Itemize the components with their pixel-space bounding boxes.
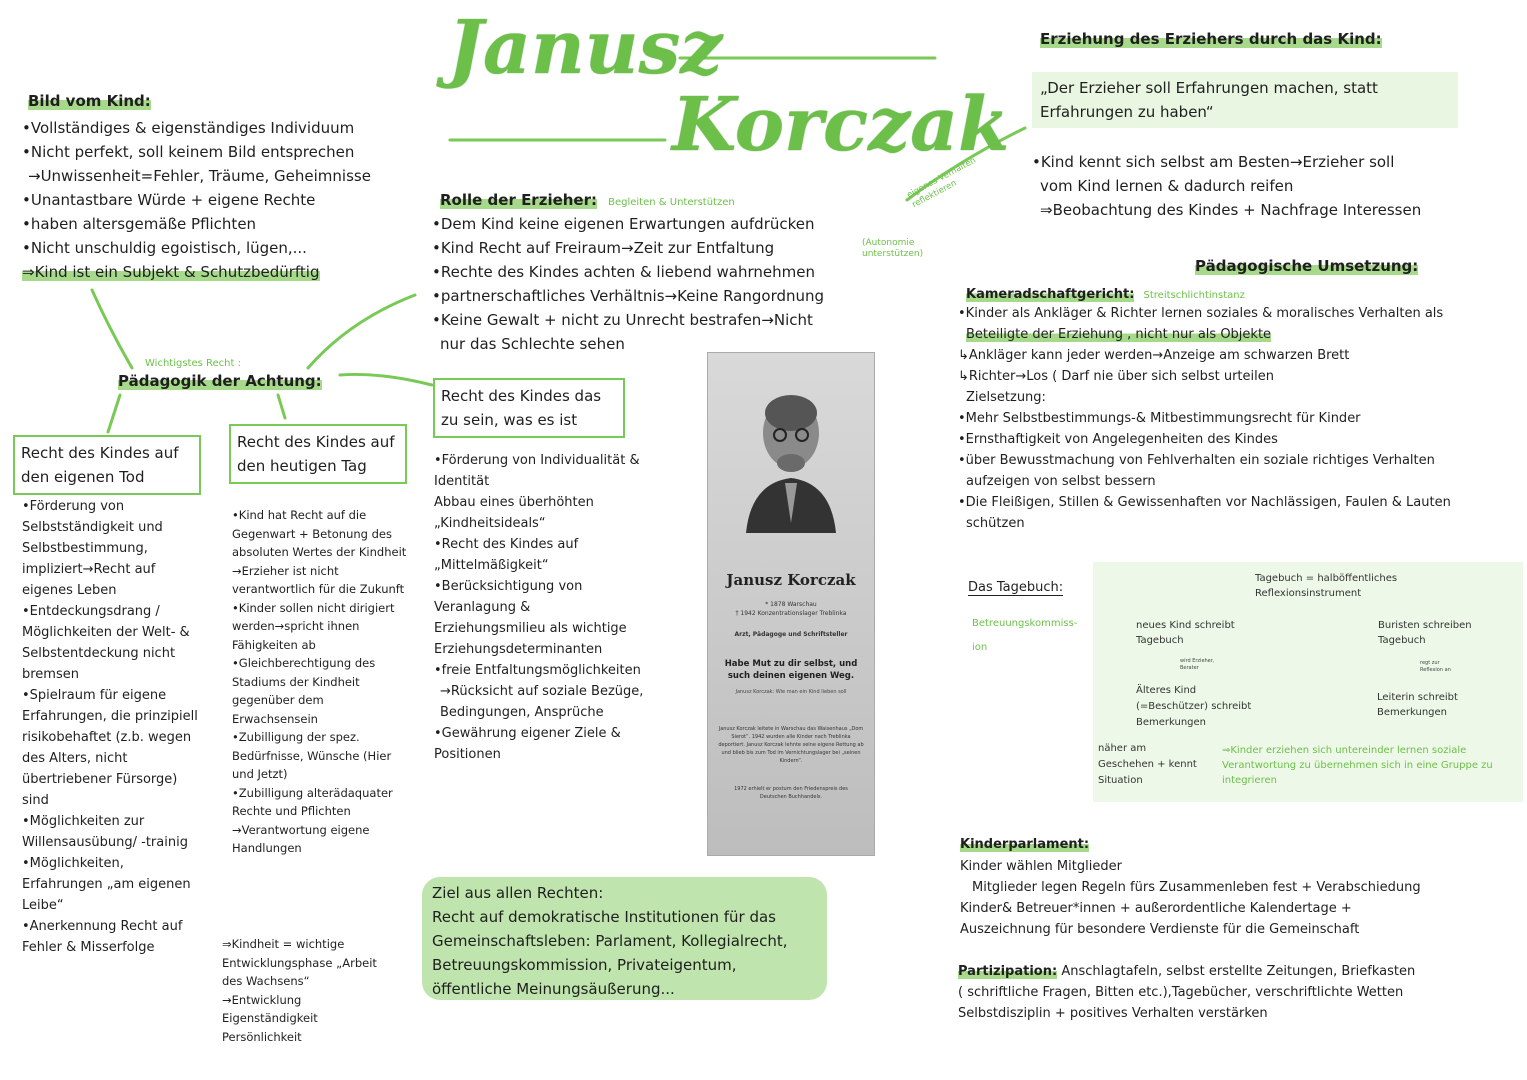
partizipation-block bbox=[958, 961, 1523, 1024]
tod-box: Recht des Kindes auf den eigenen Tod bbox=[13, 435, 201, 495]
sein-box: Recht des Kindes das zu sein, was es ist bbox=[433, 378, 625, 438]
umsetzung-item: •Ernsthaftigkeit von Angelegenheiten des Kindes bbox=[958, 432, 1278, 447]
achtung-heading: Pädagogik der Achtung: bbox=[118, 372, 322, 390]
bild-conclusion: ⇒Kind ist ein Subjekt & Schutzbedürftig bbox=[22, 263, 320, 281]
kamerad-row bbox=[966, 283, 1245, 303]
tag-item: •Kinder sollen nicht dirigiert werden→spricht ihnen Fähigkeiten ab bbox=[232, 600, 395, 652]
umsetzung-heading: Pädagogische Umsetzung: bbox=[1195, 257, 1419, 275]
umsetzung-item: aufzeigen von selbst bessern bbox=[966, 474, 1156, 489]
erziehung-item: ⇒Beobachtung des Kindes + Nachfrage Interessen bbox=[1040, 201, 1422, 219]
sein-item: •Recht des Kindes auf „Mittelmäßigkeit“ bbox=[434, 537, 579, 573]
sein-item: →Rücksicht auf soziale Bezüge, Bedingungen, Ansprüche bbox=[440, 684, 644, 720]
tagebuch-aelteres: Älteres Kind (=Beschützer) schreibt Bemerkungen bbox=[1136, 685, 1252, 728]
erziehung-item: vom Kind lernen & dadurch reifen bbox=[1040, 177, 1294, 195]
tod-item: •Anerkennung Recht auf Fehler & Misserfolge bbox=[22, 919, 183, 955]
tag-bottom: ⇒Kindheit = wichtige Entwicklungsphase „Arbeit des Wachsens“ →Entwicklung Eigenständigkeit Persönlichkeit bbox=[222, 937, 377, 1044]
rolle-item: nur das Schlechte sehen bbox=[440, 335, 625, 353]
partizipation-row bbox=[958, 961, 1523, 982]
bild-item: •Nicht unschuldig egoistisch, lügen,... bbox=[22, 239, 307, 257]
sein-item: •Förderung von Individualität & Identität bbox=[434, 453, 640, 489]
erziehung-list bbox=[1032, 150, 1492, 222]
bild-item: →Unwissenheit=Fehler, Träume, Geheimnisse bbox=[28, 167, 371, 185]
title-last: Korczak bbox=[672, 82, 1010, 168]
rolle-item: •Rechte des Kindes achten & liebend wahrnehmen bbox=[432, 263, 815, 281]
title-first: Janusz bbox=[448, 5, 723, 91]
plaque-prize: 1972 erhielt er postum den Friedenspreis des Deutschen Buchhandels. bbox=[734, 786, 848, 800]
umsetzung-item: •Die Fleißigen, Stillen & Gewissenhaften vor Nachlässigen, Faulen & Lauten bbox=[958, 495, 1451, 510]
kamerad-heading: Kameradschaftgericht: bbox=[966, 287, 1135, 302]
parlament-line: Mitglieder legen Regeln fürs Zusammenleben fest + Verabschiedung bbox=[972, 880, 1421, 895]
tag-box: Recht des Kindes auf den heutigen Tag bbox=[229, 424, 407, 484]
rolle-item: •partnerschaftliches Verhältnis→Keine Rangordnung bbox=[432, 287, 825, 305]
tod-item: •Möglichkeiten zur Willensausübung/ -trainig bbox=[22, 814, 188, 850]
plaque-text: Janusz Korczak leitete in Warschau das Waisenhaus „Dom Sierot“. 1942 wurden alle Kinder nach Treblinka deportiert. Janusz Korczak lehnte seine eigene Rettung ab und blieb bis zum Tod im Vernichtungslager bei „seinen Kindern“. bbox=[718, 726, 864, 764]
arrow-note: eigenes Verhalten reflektieren bbox=[905, 155, 978, 211]
tod-list bbox=[22, 496, 207, 958]
plaque-role: Arzt, Pädagoge und Schriftsteller bbox=[734, 631, 848, 638]
partizipation-line: ( schriftliche Fragen, Bitten etc.),Tagebücher, verschriftlichte Wetten bbox=[958, 985, 1404, 1000]
tagebuch-heading: Das Tagebuch: bbox=[968, 580, 1064, 595]
sein-item: •freie Entfaltungsmöglichkeiten bbox=[434, 663, 641, 678]
erziehung-quote: „Der Erzieher soll Erfahrungen machen, statt Erfahrungen zu haben“ bbox=[1032, 72, 1458, 128]
tagebuch-neues: neues Kind schreibt Tagebuch bbox=[1136, 620, 1235, 646]
tagebuch-result: ⇒Kinder erziehen sich untereinder lernen soziale Verantwortung zu übernehmen sich in eine Gruppe zu integrieren bbox=[1222, 745, 1493, 786]
sein-item: Abbau eines überhöhten „Kindheitsideals“ bbox=[434, 495, 594, 531]
plaque-name: Janusz Korczak bbox=[726, 571, 856, 589]
umsetzung-item: •Kinder als Ankläger & Richter lernen soziales & moralisches Verhalten als bbox=[958, 306, 1444, 321]
tagebuch-buristen: Buristen schreiben Tagebuch bbox=[1378, 620, 1472, 646]
rolle-heading-row bbox=[440, 190, 735, 210]
plaque-died: † 1942 Konzentrationslager Treblinka bbox=[735, 610, 847, 617]
plaque-source: Janusz Korczak: Wie man ein Kind lieben soll bbox=[735, 689, 847, 695]
tagebuch-sub: Betreuungskommiss- ion bbox=[972, 618, 1078, 653]
plaque-born: * 1878 Warschau bbox=[765, 601, 817, 608]
tod-item: •Möglichkeiten, Erfahrungen „am eigenen Leibe“ bbox=[22, 856, 191, 913]
umsetzung-item: ↳Richter→Los ( Darf nie über sich selbst urteilen bbox=[958, 369, 1274, 384]
bild-item: •haben altersgemäße Pflichten bbox=[22, 215, 257, 233]
rolle-item: •Dem Kind keine eigenen Erwartungen aufdrücken bbox=[432, 215, 815, 233]
rolle-item: •Keine Gewalt + nicht zu Unrecht bestrafen→Nicht bbox=[432, 311, 813, 329]
parlament-line: Kinder wählen Mitglieder bbox=[960, 859, 1122, 874]
tag-item: •Kind hat Recht auf die Gegenwart + Betonung des absoluten Wertes der Kindheit bbox=[232, 508, 407, 559]
tagebuch-naeher: näher am Geschehen + kennt Situation bbox=[1098, 743, 1197, 786]
tag-item: →Erzieher ist nicht verantwortlich für die Zukunft bbox=[232, 563, 405, 596]
rolle-sub: Begleiten & Unterstützen bbox=[608, 197, 735, 208]
sein-item: •Gewährung eigener Ziele & Positionen bbox=[434, 726, 621, 762]
partizipation-line: Anschlagtafeln, selbst erstellte Zeitungen, Briefkasten bbox=[1061, 964, 1416, 979]
tagebuch-small1: wird Erzieher, Berater bbox=[1180, 658, 1215, 671]
tod-item: •Förderung von Selbstständigkeit und Selbstbestimmung, impliziert→Recht auf eigenes Leben bbox=[22, 499, 163, 598]
rolle-note: (Autonomie unterstützen) bbox=[862, 238, 924, 259]
parlament-line: Auszeichnung für besondere Verdienste für die Gemeinschaft bbox=[960, 922, 1360, 937]
tag-list bbox=[232, 506, 407, 858]
ziel-text: Recht auf demokratische Institutionen für das Gemeinschaftsleben: Parlament, Kollegialrecht, Betreuungskommission, Privateigentum, öffentliche Meinungsäußerung... bbox=[432, 908, 788, 998]
portrait bbox=[741, 383, 841, 533]
kamerad-sub: Streitschlichtinstanz bbox=[1143, 290, 1245, 301]
bild-list bbox=[22, 116, 442, 284]
umsetzung-item: schützen bbox=[966, 516, 1025, 531]
erziehung-item: •Kind kennt sich selbst am Besten→Erzieher soll bbox=[1032, 153, 1395, 171]
tagebuch-leiterin: Leiterin schreibt Bemerkungen bbox=[1377, 692, 1458, 718]
tag-item: •Gleichberechtigung des Stadiums der Kindheit gegenüber dem Erwachsensein bbox=[232, 656, 376, 726]
sein-item: •Berücksichtigung von Veranlagung & Erziehungsmilieu als wichtige Erziehungsdeterminanten bbox=[434, 579, 627, 657]
tod-item: •Entdeckungsdrang / Möglichkeiten der Welt- & Selbstentdeckung nicht bremsen bbox=[22, 604, 190, 682]
wichtigstes-label: Wichtigstes Recht : bbox=[145, 358, 241, 369]
umsetzung-item: •Mehr Selbstbestimmungs-& Mitbestimmungsrecht für Kinder bbox=[958, 411, 1361, 426]
rolle-heading: Rolle der Erzieher: bbox=[440, 191, 598, 209]
plaque-quote: Habe Mut zu dir selbst, und such deinen eigenen Weg. bbox=[724, 659, 858, 681]
umsetzung-list bbox=[958, 303, 1523, 534]
parlament-heading: Kinderparlament: bbox=[960, 837, 1090, 852]
umsetzung-item: Beteiligte der Erziehung , nicht nur als Objekte bbox=[966, 327, 1272, 342]
tagebuch-center: Tagebuch = halböffentliches Reflexionsinstrument bbox=[1255, 573, 1398, 599]
ziel-heading: Ziel aus allen Rechten: bbox=[432, 884, 604, 902]
rolle-list bbox=[432, 212, 902, 356]
bild-item: •Vollständiges & eigenständiges Individuum bbox=[22, 119, 355, 137]
umsetzung-item: Zielsetzung: bbox=[966, 390, 1046, 405]
umsetzung-item: ↳Ankläger kann jeder werden→Anzeige am schwarzen Brett bbox=[958, 348, 1350, 363]
partizipation-heading: Partizipation: bbox=[958, 964, 1058, 979]
tod-item: •Spielraum für eigene Erfahrungen, die prinzipiell risikobehaftet (z.b. wegen des Alters, nicht übertriebener Fürsorge) sind bbox=[22, 688, 198, 808]
tag-item: •Zubilligung der spez. Bedürfnisse, Wünsche (Hier und Jetzt) bbox=[232, 730, 392, 781]
tagebuch-small2: regt zur Reflexion an bbox=[1420, 660, 1451, 673]
partizipation-line: Selbstdisziplin + positives Verhalten verstärken bbox=[958, 1006, 1268, 1021]
rolle-item: •Kind Recht auf Freiraum→Zeit zur Entfaltung bbox=[432, 239, 775, 257]
sein-list bbox=[434, 450, 644, 765]
bild-item: •Nicht perfekt, soll keinem Bild entsprechen bbox=[22, 143, 355, 161]
parlament-line: Kinder& Betreuer*innen + außerordentliche Kalendertage + bbox=[960, 901, 1352, 916]
bild-heading: Bild vom Kind: bbox=[28, 92, 151, 110]
umsetzung-item: •über Bewusstmachung von Fehlverhalten ein soziale richtiges Verhalten bbox=[958, 453, 1435, 468]
korczak-plaque bbox=[707, 352, 875, 856]
tag-item: •Zubilligung alterädaquater Rechte und Pflichten →Verantwortung eigene Handlungen bbox=[232, 785, 393, 855]
bild-item: •Unantastbare Würde + eigene Rechte bbox=[22, 191, 316, 209]
ziel-box bbox=[422, 877, 827, 1000]
parlament-list bbox=[960, 856, 1520, 940]
erziehung-heading: Erziehung des Erziehers durch das Kind: bbox=[1040, 30, 1382, 48]
